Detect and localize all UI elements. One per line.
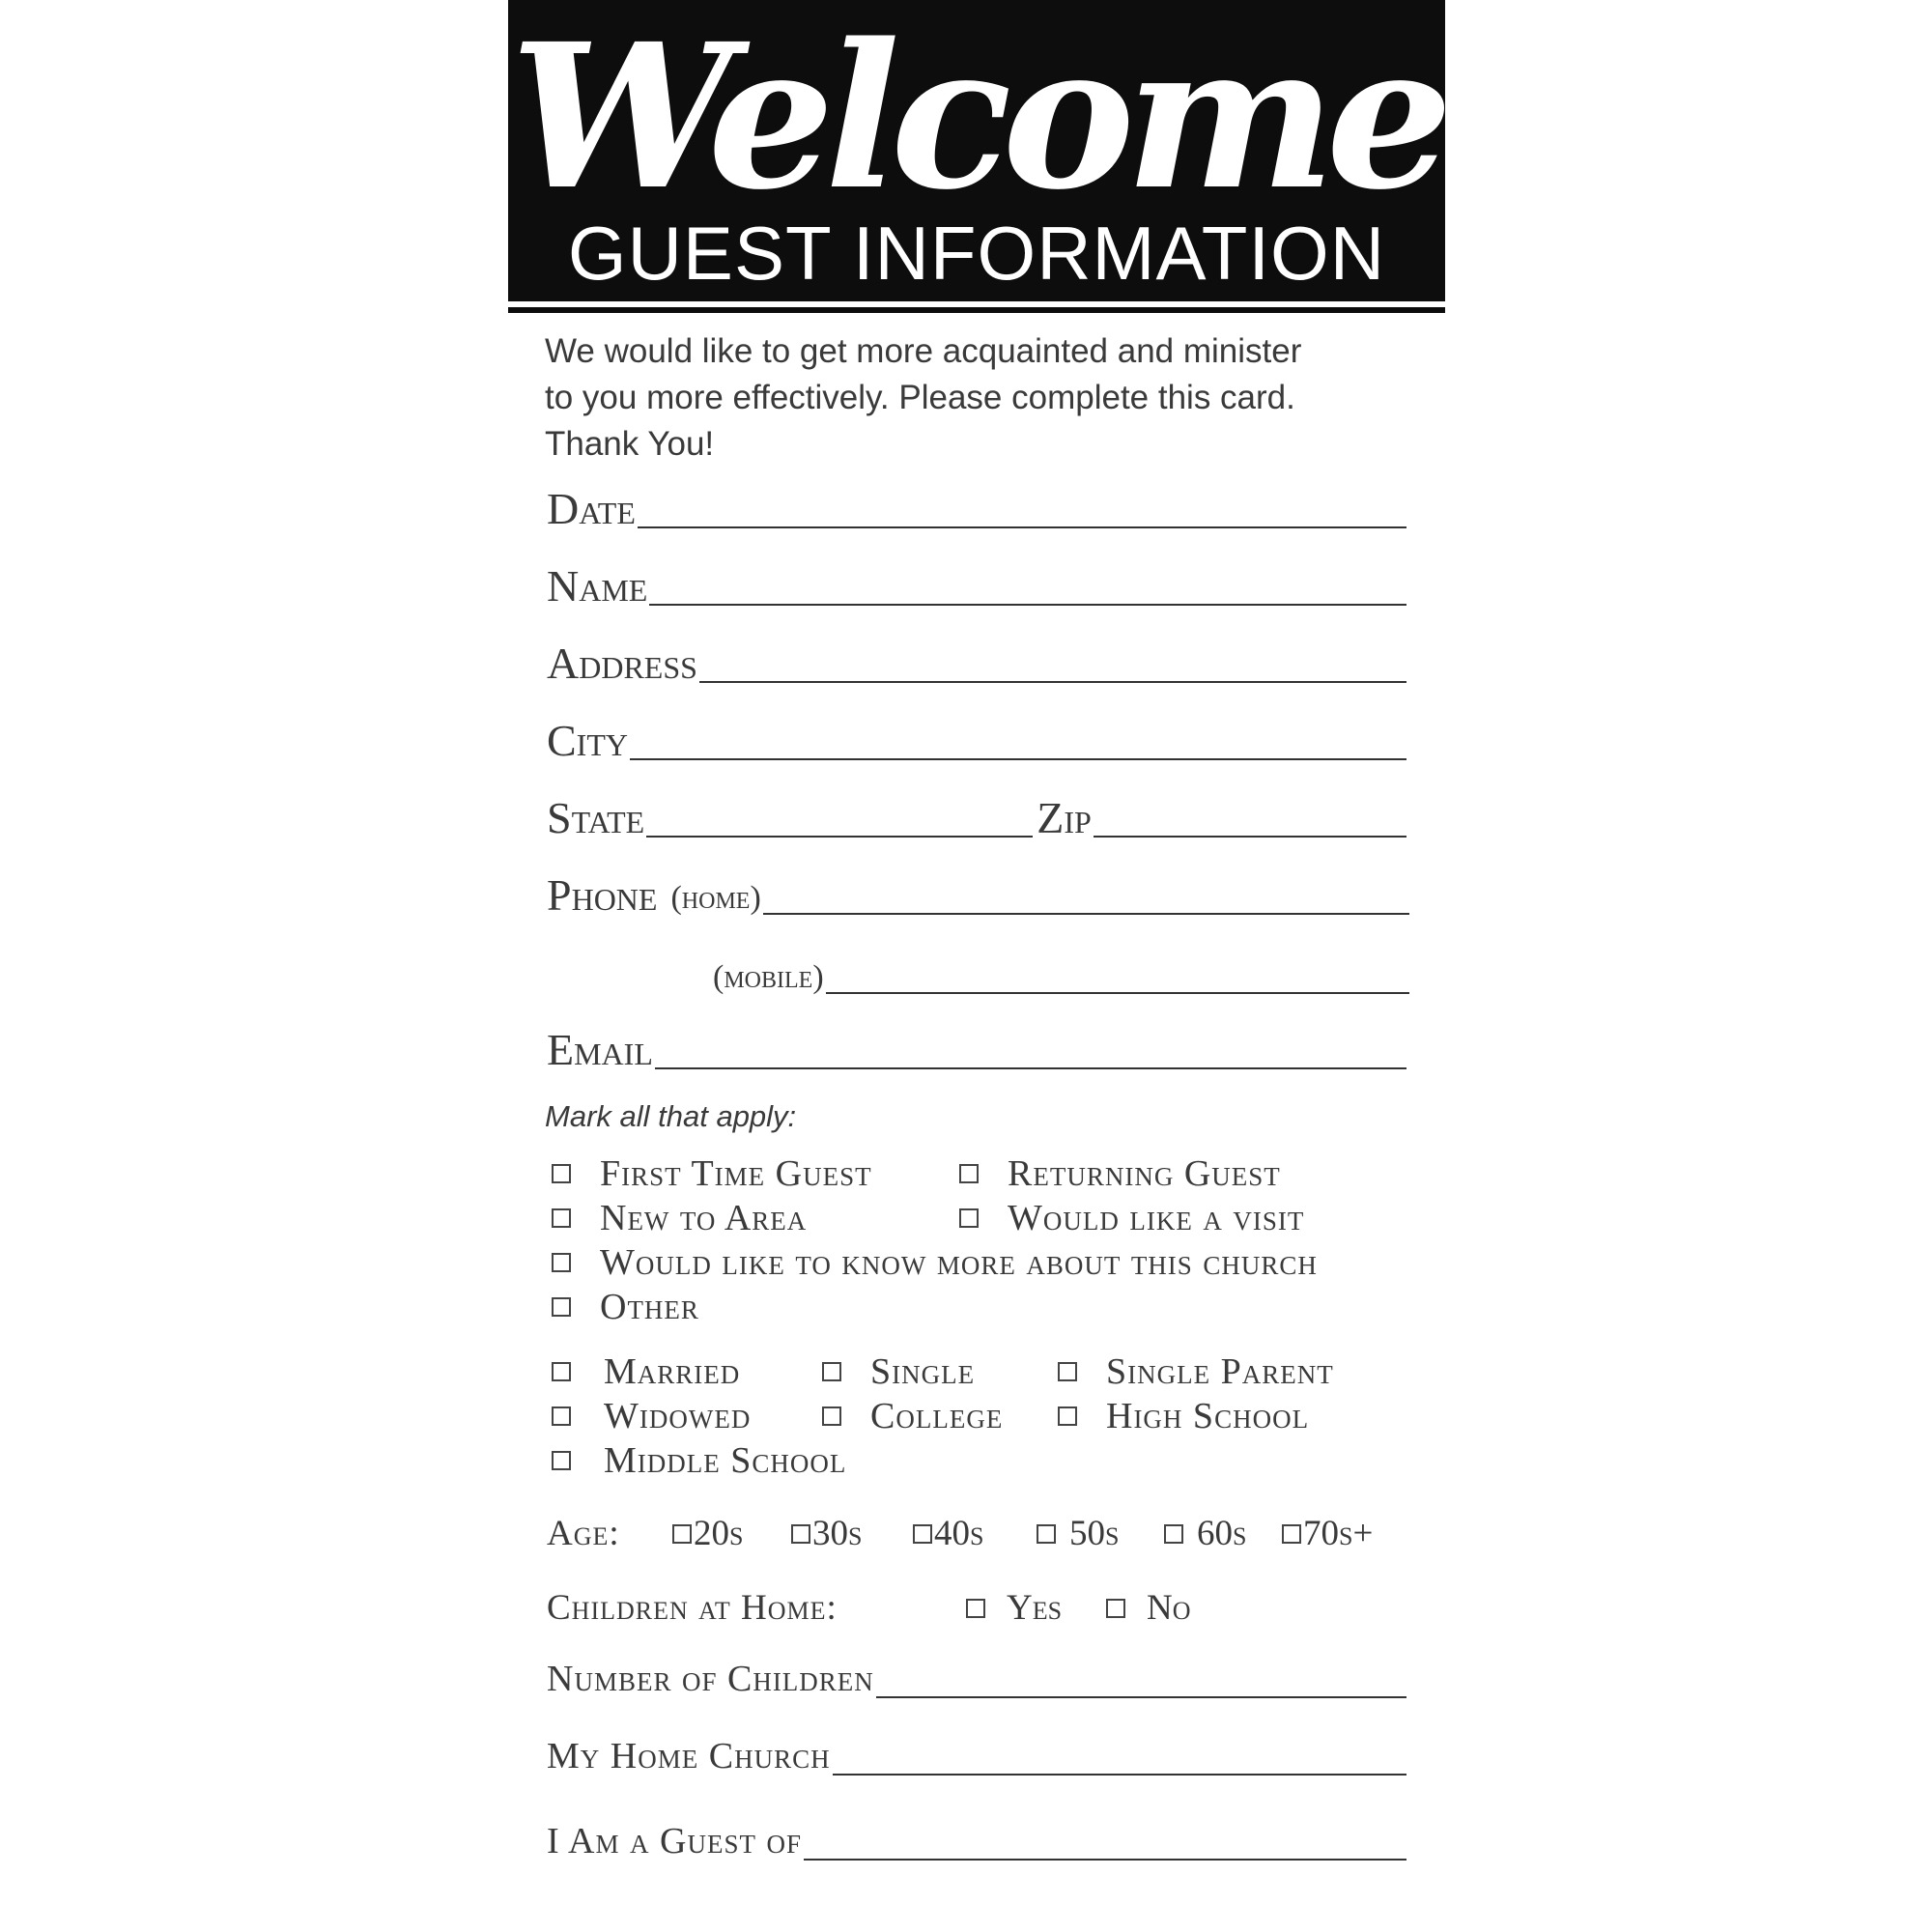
phone-home-field[interactable] xyxy=(547,863,1409,921)
checkbox[interactable] xyxy=(672,1524,692,1544)
phone-mobile-line[interactable] xyxy=(826,991,1409,994)
address-field[interactable] xyxy=(547,631,1406,689)
guest-card xyxy=(508,0,1445,1932)
age-option-70s-plus[interactable] xyxy=(1282,1513,1373,1554)
option-label: Returning Guest xyxy=(1008,1153,1281,1194)
email-line[interactable] xyxy=(655,1066,1406,1069)
address-line[interactable] xyxy=(699,680,1406,683)
checkbox[interactable] xyxy=(552,1362,571,1381)
checkbox[interactable] xyxy=(791,1524,810,1544)
mark-note: Mark all that apply: xyxy=(545,1099,797,1133)
phone-home-line[interactable] xyxy=(763,912,1409,915)
option-label: College xyxy=(870,1396,1004,1436)
intro-line: We would like to get more acquainted and minister xyxy=(545,332,1302,370)
phone-mobile-label: (mobile) xyxy=(713,959,824,995)
checkbox[interactable] xyxy=(1282,1524,1301,1544)
checkbox[interactable] xyxy=(552,1406,571,1426)
checkbox[interactable] xyxy=(966,1599,985,1618)
checkbox[interactable] xyxy=(552,1297,571,1317)
option-college[interactable] xyxy=(822,1395,1003,1437)
phone-mobile-field[interactable] xyxy=(713,942,1409,1000)
age-option-label: 50s xyxy=(1069,1514,1120,1553)
phone-label: Phone xyxy=(547,870,658,920)
checkbox[interactable] xyxy=(1058,1406,1077,1426)
number-of-children-line[interactable] xyxy=(876,1695,1406,1698)
option-returning-guest[interactable] xyxy=(959,1152,1281,1195)
age-row xyxy=(547,1513,620,1554)
header-rule xyxy=(508,307,1445,313)
number-of-children-field[interactable] xyxy=(547,1646,1406,1704)
state-line[interactable] xyxy=(646,835,1033,838)
phone-home-label: (home) xyxy=(670,880,761,916)
state-zip-field[interactable] xyxy=(547,785,1406,843)
option-label: Widowed xyxy=(604,1396,752,1436)
name-line[interactable] xyxy=(649,603,1406,606)
option-label: Single Parent xyxy=(1106,1351,1334,1392)
intro-text xyxy=(545,328,1434,468)
option-label: Single xyxy=(870,1351,976,1392)
checkbox[interactable] xyxy=(1037,1524,1056,1544)
intro-line: to you more effectively. Please complete this card. xyxy=(545,379,1295,416)
age-option-60s[interactable] xyxy=(1164,1513,1246,1554)
checkbox[interactable] xyxy=(959,1164,979,1183)
checkbox[interactable] xyxy=(1164,1524,1183,1544)
age-option-30s[interactable] xyxy=(791,1513,862,1554)
option-married[interactable] xyxy=(552,1350,740,1393)
option-high-school[interactable] xyxy=(1058,1395,1309,1437)
option-label: New to Area xyxy=(600,1198,808,1238)
date-label: Date xyxy=(547,484,636,533)
date-field[interactable] xyxy=(547,476,1406,534)
children-yes[interactable] xyxy=(966,1587,1062,1629)
state-label: State xyxy=(547,793,645,842)
option-other[interactable] xyxy=(552,1286,699,1328)
checkbox[interactable] xyxy=(959,1208,979,1228)
age-option-label: 40s xyxy=(934,1514,984,1553)
option-label: High School xyxy=(1106,1396,1310,1436)
checkbox[interactable] xyxy=(822,1406,841,1426)
zip-label: Zip xyxy=(1037,793,1092,842)
option-label: Middle School xyxy=(604,1440,847,1481)
age-option-label: 30s xyxy=(812,1514,863,1553)
children-row xyxy=(547,1587,838,1629)
guest-of-line[interactable] xyxy=(804,1858,1406,1861)
date-line[interactable] xyxy=(638,526,1406,528)
option-label: First Time Guest xyxy=(600,1153,872,1194)
children-no-label: No xyxy=(1147,1588,1191,1628)
city-label: City xyxy=(547,716,628,765)
age-option-label: 60s xyxy=(1197,1514,1247,1553)
intro-line: Thank You! xyxy=(545,425,715,463)
guest-of-label: I Am a Guest of xyxy=(547,1821,802,1861)
name-field[interactable] xyxy=(547,554,1406,611)
age-option-label: 20s xyxy=(694,1514,744,1553)
age-option-20s[interactable] xyxy=(672,1513,743,1554)
email-label: Email xyxy=(547,1025,653,1074)
option-middle-school[interactable] xyxy=(552,1439,846,1482)
option-first-time-guest[interactable] xyxy=(552,1152,872,1195)
age-option-label: 70s+ xyxy=(1303,1514,1374,1553)
zip-line[interactable] xyxy=(1094,835,1406,838)
guest-of-field[interactable] xyxy=(547,1808,1406,1866)
checkbox[interactable] xyxy=(552,1253,571,1272)
children-yes-label: Yes xyxy=(1007,1588,1063,1628)
option-single-parent[interactable] xyxy=(1058,1350,1334,1393)
checkbox[interactable] xyxy=(1106,1599,1125,1618)
option-label: Married xyxy=(604,1351,741,1392)
children-no[interactable] xyxy=(1106,1587,1191,1629)
city-field[interactable] xyxy=(547,708,1406,766)
checkbox[interactable] xyxy=(822,1362,841,1381)
age-option-50s[interactable] xyxy=(1037,1513,1119,1554)
checkbox[interactable] xyxy=(552,1451,571,1470)
home-church-field[interactable] xyxy=(547,1723,1406,1781)
checkbox[interactable] xyxy=(913,1524,932,1544)
option-label: Would like to know more about this church xyxy=(600,1242,1318,1283)
option-label: Other xyxy=(600,1287,699,1327)
card-title: Welcome xyxy=(510,0,1443,234)
address-label: Address xyxy=(547,639,697,688)
card-header xyxy=(508,0,1445,301)
number-of-children-label: Number of Children xyxy=(547,1659,874,1699)
checkbox[interactable] xyxy=(1058,1362,1077,1381)
email-field[interactable] xyxy=(547,1017,1406,1075)
age-label: Age: xyxy=(547,1514,620,1553)
option-single[interactable] xyxy=(822,1350,975,1393)
name-label: Name xyxy=(547,561,648,611)
option-would-like-visit[interactable] xyxy=(959,1197,1304,1239)
option-widowed[interactable] xyxy=(552,1395,751,1437)
option-know-more[interactable] xyxy=(552,1241,1318,1284)
card-subtitle: GUEST INFORMATION xyxy=(567,211,1386,296)
city-line[interactable] xyxy=(630,757,1406,760)
home-church-label: My Home Church xyxy=(547,1736,831,1776)
checkbox[interactable] xyxy=(552,1208,571,1228)
age-option-40s[interactable] xyxy=(913,1513,983,1554)
checkbox[interactable] xyxy=(552,1164,571,1183)
children-label: Children at Home: xyxy=(547,1588,838,1628)
option-new-to-area[interactable] xyxy=(552,1197,807,1239)
option-label: Would like a visit xyxy=(1008,1198,1305,1238)
home-church-line[interactable] xyxy=(833,1773,1406,1776)
